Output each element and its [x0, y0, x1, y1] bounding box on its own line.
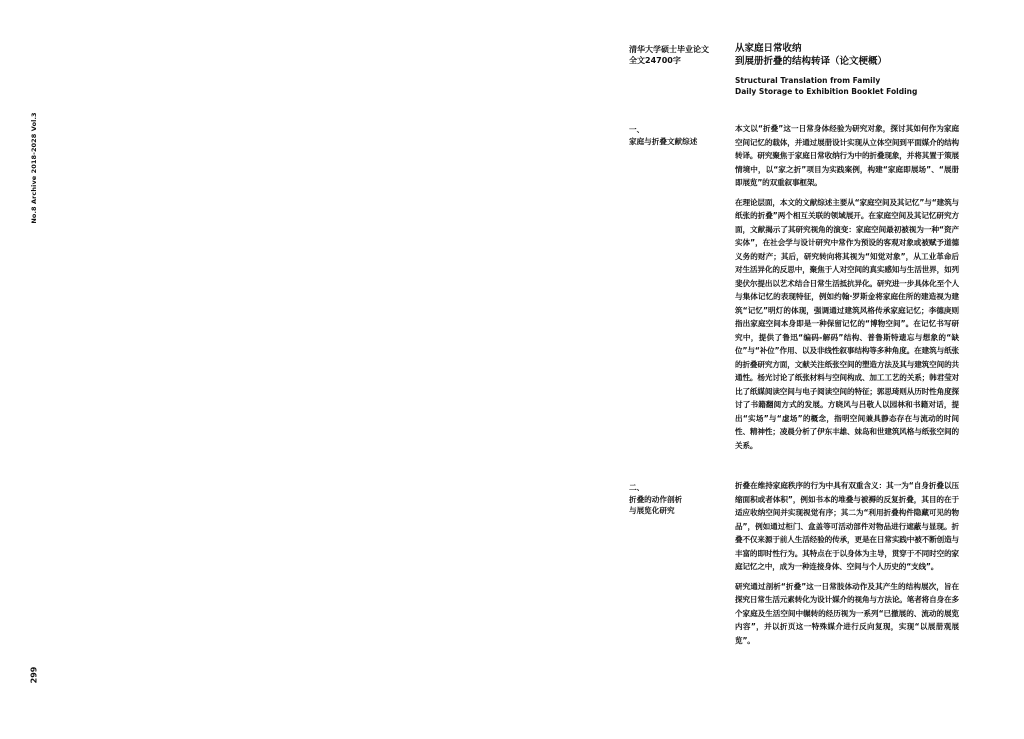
meta-line-1: 清华大学硕士毕业论文: [629, 45, 709, 54]
title-en: [735, 76, 965, 97]
section-1-heading: [629, 124, 725, 147]
title-zh: [735, 43, 965, 68]
section-1-paragraph-1: 本文以“折叠”这一日常身体经验为研究对象，探讨其如何作为家庭空间记忆的载体，并通过展册设计实现从立体空间到平面媒介的结构转译。研究聚焦于家庭日常收纳行为中的折叠现象，并将其置于策展情境中，以“家之折”项目为实践案例，构建“家庭即展场”、“展册即展览”的双重叙事框架。: [735, 124, 959, 187]
section-2-title-line-2: 与展览化研究: [629, 506, 675, 515]
section-2-heading: [629, 482, 725, 517]
title-block: [735, 43, 965, 97]
spine-label: [27, 112, 41, 224]
section-2-number: 二、: [629, 483, 645, 492]
section-2-body: [735, 479, 959, 653]
title-zh-line-2: 到展册折叠的结构转译（论文梗概）: [735, 55, 888, 67]
title-en-line-1: Structural Translation from Family: [735, 76, 881, 85]
section-1-body: [735, 122, 959, 458]
thesis-meta: [629, 44, 725, 66]
title-en-line-2: Daily Storage to Exhibition Booklet Folding: [735, 86, 918, 96]
spine-text: No.8 Archive 2018-2028 Vol.3: [30, 112, 38, 224]
page-number: [27, 662, 41, 688]
section-1-number: 一、: [629, 125, 645, 134]
section-2-paragraph-2: 研究通过剖析“折叠”这一日常肢体动作及其产生的结构展次，旨在探究日常生活元素转化为设计媒介的视角与方法论。笔者将自身在多个家庭及生活空间中辗转的经历视为一系列“已撤展的、流动的展览内容”，并以折页这一特殊媒介进行反向复现，实现“以展册观展览”。: [735, 581, 959, 645]
title-zh-line-1: 从家庭日常收纳: [735, 43, 802, 54]
section-1-paragraph-2: 在理论层面，本文的文献综述主要从“家庭空间及其记忆”与“建筑与纸张的折叠”两个相互关联的领域展开。在家庭空间及其记忆研究方面，文献揭示了其研究视角的演变：家庭空间最初被视为一种“资产实体”，在社会学与设计研究中常作为预设的客观对象或被赋予道德义务的财产；其后，研究转向将其视为“知觉对象”，从工业革命后对生活异化的反思中，聚焦于人对空间的真实感知与生活世界，如列斐伏尔提出以艺术结合日常生活抵抗异化。研究进一步具体化至个人与集体记忆的表现特征，例如约翰·罗斯金将家庭住所的建造视为建筑“记忆”明灯的体现，强调通过建筑风格传承家庭记忆；李德庚则指出家庭空间本身即是一种保留记忆的“博物空间”。在记忆书写研究中，提供了鲁迅“编码-解码”结构、普鲁斯特遗忘与想象的“缺位”与“补位”作用、以及非线性叙事结构等多种角度。在建筑与纸张的折叠研究方面，文献关注纸张空间的塑造方法及其与建筑空间的共通性。杨光讨论了纸张材料与空间构成、加工工艺的关系；韩君莹对比了纸媒阅读空间与电子阅读空间的特征；郭思琦则从历时性角度探讨了书籍翻阅方式的发展。方晓风与吕敬人以园林和书籍对话，提出“实场”与“虚场”的概念，指明空间兼具静态存在与流动的时间性、精神性；凌晨分析了伊东丰雄、妹岛和世建筑风格与纸张空间的关系。: [735, 197, 959, 450]
section-2-title-line-1: 折叠的动作剖析: [629, 494, 683, 504]
page-number-text: 299: [29, 666, 39, 684]
section-1-title: 家庭与折叠文献综述: [629, 136, 698, 146]
meta-line-2: 全文24700字: [629, 56, 681, 65]
section-2-paragraph-1: 折叠在维持家庭秩序的行为中具有双重含义：其一为“自身折叠以压缩面积或者体积”，例如书本的堆叠与被褥的反复折叠，其目的在于适应收纳空间并实现视觉有序；其二为“利用折叠构件隐藏可见的物品”，例如通过柜门、盒盖等可活动部件对物品进行遮蔽与显现。折叠不仅来源于前人生活经验的传承，更是在日常实践中被不断创造与丰富的即时性行为。其特点在于以身体为主导，贯穿于不同时空的家庭记忆之中，成为一种连接身体、空间与个人历史的“支线”。: [735, 481, 959, 571]
